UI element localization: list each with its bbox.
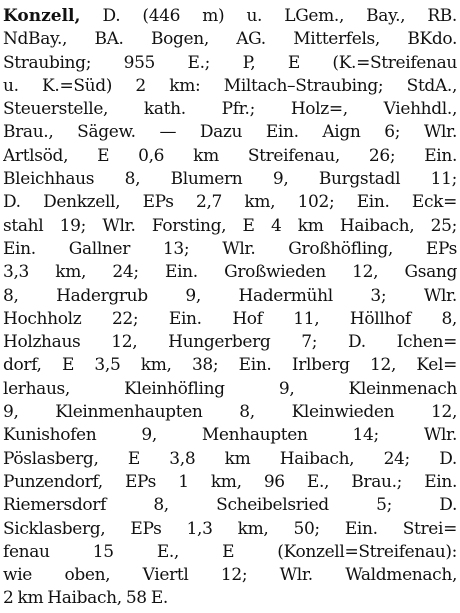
- document-page: [3, 5, 457, 608]
- text-line-9: D. Denkzell, EPs 2,7 km, 102; Ein. Eck=: [3, 192, 457, 213]
- text-line-5: Steuerstelle, kath. Pfr.; Holz=, Viehhdl.,: [3, 99, 457, 120]
- text-line-23: Sicklasberg, EPs 1,3 km, 50; Ein. Strei=: [3, 518, 457, 539]
- text-line-15: Holzhaus 12, Hungerberg 7; D. Ichen=: [3, 332, 457, 353]
- text-line-13: 8, Hadergrub 9, Hadermühl 3; Wlr.: [3, 285, 457, 306]
- text-line-1-rest: D. (446 m) u. LGem., Bay., RB.: [80, 6, 457, 26]
- text-line-16: dorf, E 3,5 km, 38; Ein. Irlberg 12, Kel=: [3, 355, 457, 376]
- text-line-26: 2 km Haibach, 58 E.: [3, 588, 168, 608]
- text-line-2: NdBay., BA. Bogen, AG. Mitterfels, BKdo.: [3, 29, 457, 50]
- text-line-21: Punzendorf, EPs 1 km, 96 E., Brau.; Ein.: [3, 471, 457, 492]
- text-line-3: Straubing; 955 E.; P, E (K.=Streifenau: [3, 52, 457, 73]
- text-line-11: Ein. Gallner 13; Wlr. Großhöfling, EPs: [3, 238, 457, 259]
- text-line-17: lerhaus, Kleinhöfling 9, Kleinmenach: [3, 378, 457, 399]
- text-line-14: Hochholz 22; Ein. Hof 11, Höllhof 8,: [3, 308, 457, 329]
- text-line-1: [3, 5, 457, 28]
- text-line-20: Pöslasberg, E 3,8 km Haibach, 24; D.: [3, 448, 457, 469]
- text-line-7: Artlsöd, E 0,6 km Streifenau, 26; Ein.: [3, 145, 457, 166]
- text-line-19: Kunishofen 9, Menhaupten 14; Wlr.: [3, 425, 457, 446]
- gazetteer-entry-konzell: [3, 5, 457, 608]
- text-line-18: 9, Kleinmenhaupten 8, Kleinwieden 12,: [3, 402, 457, 423]
- entry-headword: Konzell,: [3, 6, 81, 26]
- text-line-22: Riemersdorf 8, Scheibelsried 5; D.: [3, 495, 457, 516]
- text-line-25: wie oben, Viertl 12; Wlr. Waldmenach,: [3, 565, 457, 586]
- text-line-8: Bleichhaus 8, Blumern 9, Burgstadl 11;: [3, 169, 457, 190]
- text-line-24: fenau 15 E., E (Konzell=Streifenau):: [3, 541, 457, 562]
- text-line-4: u. K.=Süd) 2 km: Miltach–Straubing; StdA.,: [3, 75, 457, 96]
- text-line-12: 3,3 km, 24; Ein. Großwieden 12, Gsang: [3, 262, 457, 283]
- text-line-6: Brau., Sägew. — Dazu Ein. Aign 6; Wlr.: [3, 122, 457, 143]
- text-line-10: stahl 19; Wlr. Forsting, E 4 km Haibach, 25;: [3, 215, 457, 236]
